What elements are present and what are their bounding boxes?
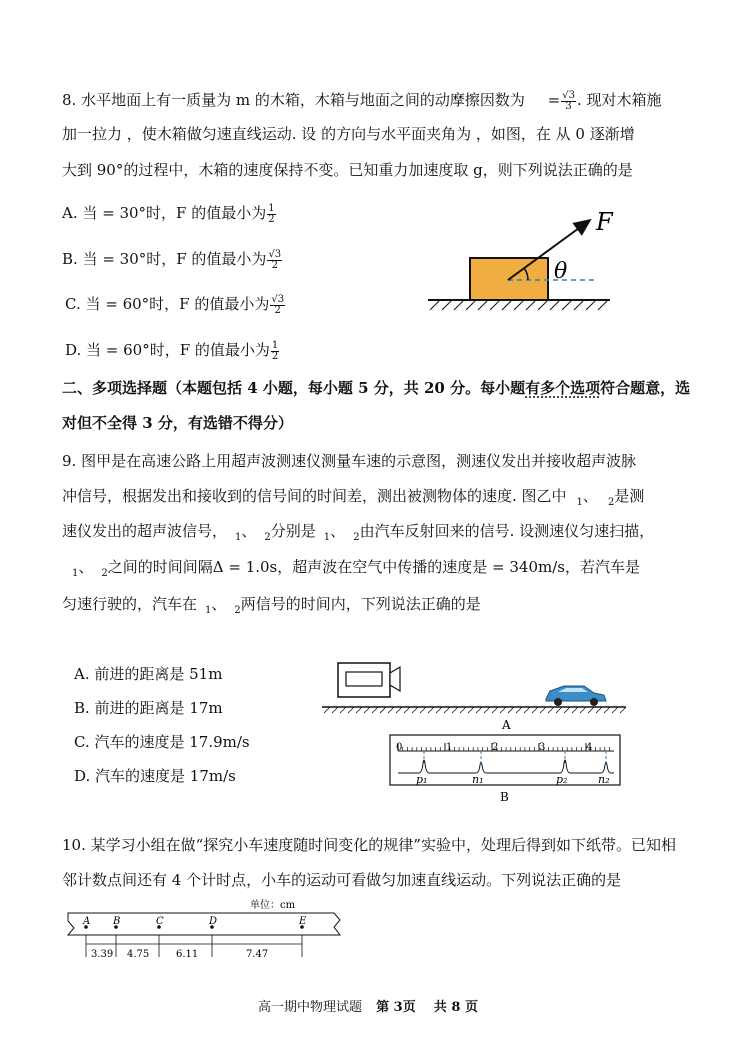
q10-line-1: 10. 某学习小组在做“探究小车速度随时间变化的规律”实验中，处理后得到如下纸带。已知相 xyxy=(62,836,676,854)
page-footer xyxy=(258,996,478,1015)
figure-b-label: B xyxy=(500,790,509,804)
tape-point-e: E xyxy=(299,916,307,927)
q9-line-4: $_1$、 $_2$之间的时间间隔Δ = 1.0s，超声波在空气中传播的速度是 = 340m/s，若汽车是 xyxy=(72,558,640,579)
pulse-n2: n₂ xyxy=(598,773,610,786)
q9-line-5: 匀速行驶的，汽车在 $_1$、 $_2$两信号的时间内，下列说法正确的是 xyxy=(62,595,481,616)
tape-point-a: A xyxy=(83,916,91,927)
tape-segment-bc: 4.75 xyxy=(127,949,150,960)
car-icon xyxy=(546,686,606,706)
footer-total: 共 8 页 xyxy=(433,1000,478,1015)
force-label: F xyxy=(596,208,613,236)
pulse-n1: n₁ xyxy=(472,773,484,786)
q9-figure-a xyxy=(318,655,630,733)
angle-label: θ xyxy=(554,259,568,284)
pulse-p2: p₂ xyxy=(556,773,568,786)
tape-segment-ab: 3.39 xyxy=(91,949,114,960)
tick-label-2: 2 xyxy=(492,742,499,753)
tape-segment-cd: 6.11 xyxy=(176,949,199,960)
q8-option-a: A. 当 = 30°时，F 的值最小为 $\frac{1}{2}$ xyxy=(62,202,275,225)
tape-point-c: C xyxy=(156,916,164,927)
speed-camera-lens xyxy=(390,667,400,691)
q9-option-a: A. 前进的距离是 51m xyxy=(74,665,223,683)
q8-line-3: 大到 90°的过程中，木箱的速度保持不变。已知重力加速度取 g，则下列说法正确的是 xyxy=(62,161,633,179)
q8-option-c: C. 当 = 60°时，F 的值最小为 $\frac{√3}{2}$ xyxy=(65,293,285,316)
q8-option-b: B. 当 = 30°时，F 的值最小为 $\frac{√3}{2}$ xyxy=(62,248,282,271)
q9-option-d: D. 汽车的速度是 17m/s xyxy=(74,767,236,785)
q9-option-b: B. 前进的距离是 17m xyxy=(74,699,223,717)
pulse-p1: p₁ xyxy=(416,773,428,786)
q9-line-1: 9. 图甲是在高速公路上用超声波测速仪测量车速的示意图，测速仪发出并接收超声波脉 xyxy=(62,452,637,470)
tape-point-b: B xyxy=(113,916,121,927)
q8-box-figure xyxy=(420,200,620,325)
ground-hatching xyxy=(430,300,608,310)
tick-label-4: 4 xyxy=(586,742,593,753)
tick-label-0: 0 xyxy=(396,742,403,753)
tick-label-1: 1 xyxy=(446,742,453,753)
speed-camera-screen xyxy=(346,672,382,686)
q10-line-2: 邻计数点间还有 4 个计时点，小车的运动可看做匀加速直线运动。下列说法正确的是 xyxy=(62,871,622,889)
tick-label-3: 3 xyxy=(539,742,546,753)
q9-option-c: C. 汽车的速度是 17.9m/s xyxy=(74,733,250,751)
tape-segment-de: 7.47 xyxy=(246,949,269,960)
section2-line-1: 二、多项选择题（本题包括 4 小题，每小题 5 分，共 20 分。每小题有多个选项符合题意，选 xyxy=(62,379,691,397)
q8-line-1: 8. 水平地面上有一质量为 m 的木箱，木箱与地面之间的动摩擦因数为 = $\frac{√3}{3}$ . 现对木箱施 xyxy=(62,89,662,112)
q9-line-3: 速仪发出的超声波信号， $_1$、 $_2$分别是 $_1$、 $_2$由汽车反射回来的信号. 设测速仪匀速扫描， xyxy=(62,522,655,543)
footer-title: 高一期中物理试题 xyxy=(258,1000,363,1015)
q9-figure-b xyxy=(388,733,624,805)
figure-a-label: A xyxy=(502,718,511,732)
q10-paper-tape xyxy=(64,895,344,965)
footer-page: 第 3页 xyxy=(376,1000,416,1015)
road-hatching xyxy=(324,707,626,713)
section2-line-2: 对但不全得 3 分，有选错不得分） xyxy=(62,414,293,432)
q8-line-2: 加一拉力 ，使木箱做匀速直线运动. 设 的方向与水平面夹角为 ，如图，在 从 0 逐渐增 xyxy=(62,125,635,143)
q9-line-2: 冲信号，根据发出和接收到的信号间的时间差，测出被测物体的速度. 图乙中 $_1$、 $_2$是测 xyxy=(62,487,645,508)
q8-mu-fraction: $\frac{√3}{3}$ xyxy=(562,89,575,112)
tape-unit-label: 单位：cm xyxy=(250,900,296,911)
tape-point-d: D xyxy=(209,916,218,927)
q8-option-d: D. 当 = 60°时，F 的值最小为 $\frac{1}{2}$ xyxy=(65,339,279,362)
